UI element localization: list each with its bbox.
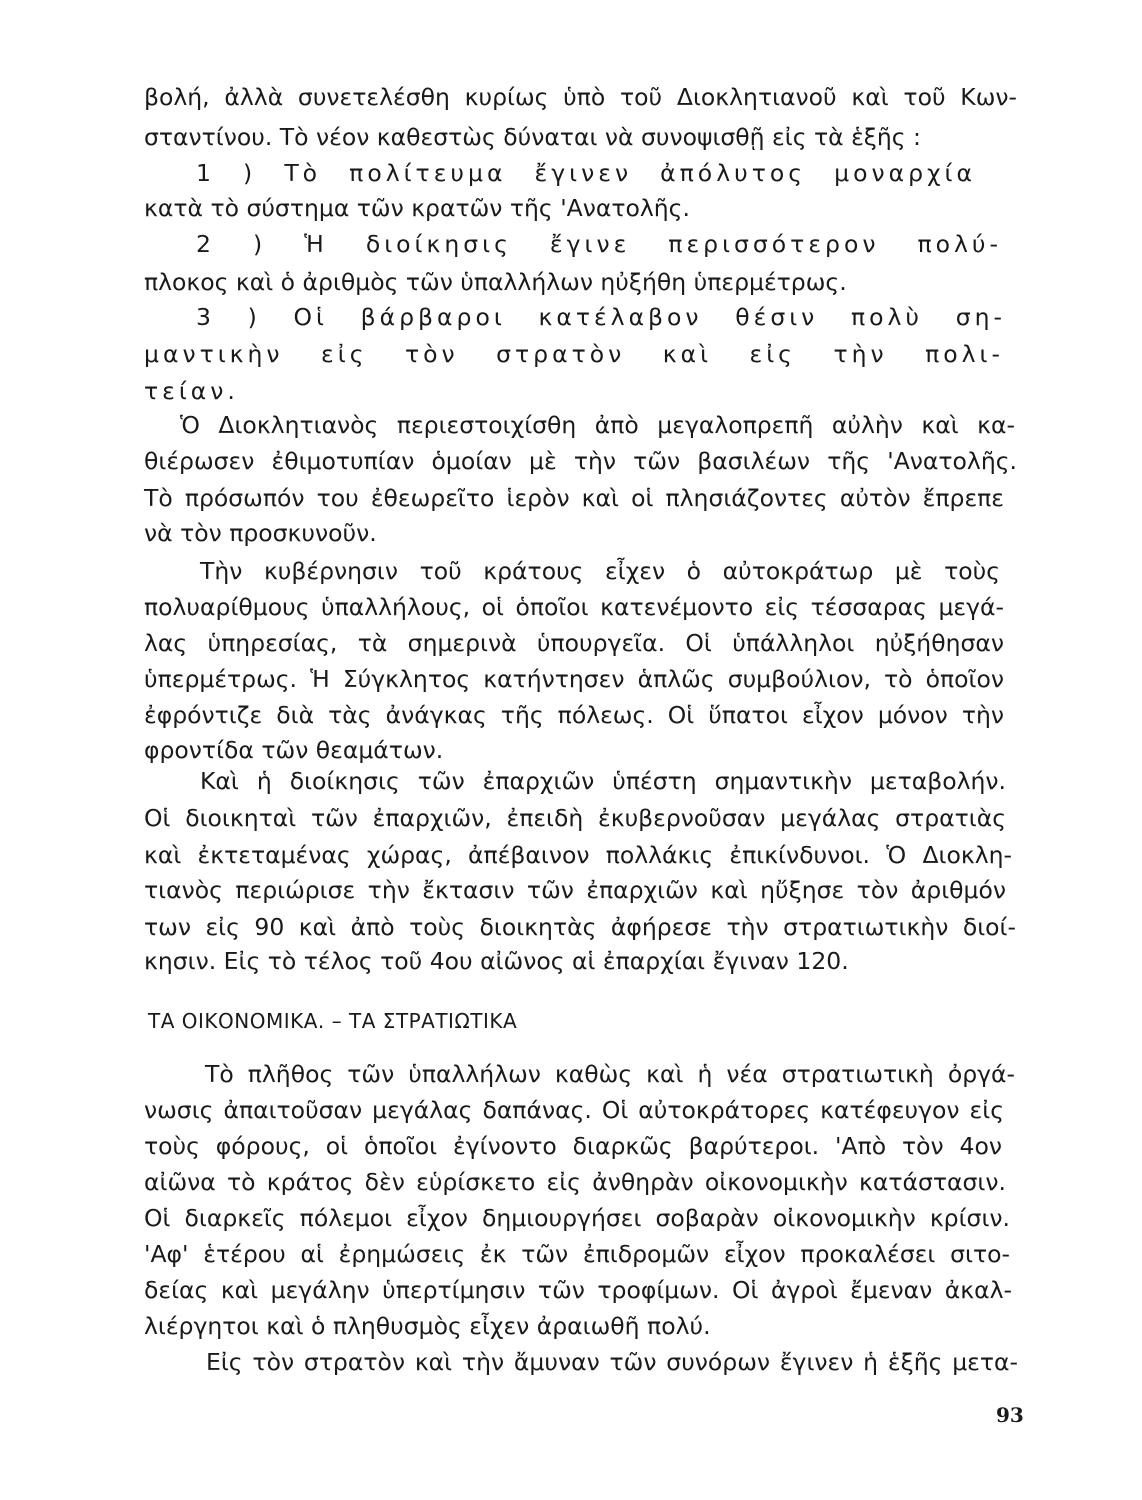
text-line: Εἰς τὸν στρατὸν καὶ τὴν ἄμυναν τῶν συνόρων ἔγινεν ἡ ἑξῆς μετα- <box>206 1348 1018 1376</box>
text-line: πλοκος καὶ ὁ ἀριθμὸς τῶν ὑπαλλήλων ηὐξήθη ὑπερμέτρως. <box>144 268 847 296</box>
text-line: τείαν. <box>144 377 239 405</box>
text-line: Καὶ ἡ διοίκησις τῶν ἐπαρχιῶν ὑπέστη σημαντικὴν μεταβολήν. <box>200 767 1006 795</box>
text-line: αἰῶνα τὸ κράτος δὲν εὑρίσκετο εἰς ἀνθηρὰν οἰκονομικὴν κατάστασιν. <box>144 1168 1006 1196</box>
text-line: 'Αφ' ἑτέρου αἱ ἐρημώσεις ἐκ τῶν ἐπιδρομῶν εἶχον προκαλέσει σιτο- <box>144 1240 1010 1268</box>
text-line: Οἱ διαρκεῖς πόλεμοι εἶχον δημιουργήσει σοβαρὰν οἰκονομικὴν κρίσιν. <box>144 1204 1010 1232</box>
text-line: 1 ) Τὸ πολίτευμα ἔγινεν ἀπόλυτος μοναρχία <box>196 159 976 187</box>
text-line: των εἰς 90 καὶ ἀπὸ τοὺς διοικητὰς ἀφήρεσε τὴν στρατιωτικὴν διοί- <box>144 913 1016 941</box>
text-line: μαντικὴν εἰς τὸν στρατὸν καὶ εἰς τὴν πολι- <box>144 340 1004 368</box>
text-line: Ὁ Διοκλητιανὸς περιεστοιχίσθη ἀπὸ μεγαλοπρεπῆ αὐλὴν καὶ κα- <box>180 411 1015 439</box>
text-line: 3 ) Οἱ βάρβαροι κατέλαβον θέσιν πολὺ ση- <box>196 303 1006 331</box>
text-line: νωσις ἀπαιτοῦσαν μεγάλας δαπάνας. Οἱ αὐτοκράτορες κατέφευγον εἰς <box>144 1096 1004 1124</box>
text-line: ἐφρόντιζε διὰ τὰς ἀνάγκας τῆς πόλεως. Οἱ ὕπατοι εἶχον μόνον τὴν <box>144 701 1004 729</box>
text-line: Τὸ πρόσωπόν του ἐθεωρεῖτο ἱερὸν καὶ οἱ πλησιάζοντες αὐτὸν ἔπρεπε <box>144 484 1004 512</box>
text-line: καὶ ἐκτεταμένας χώρας, ἀπέβαινον πολλάκις ἐπικίνδυνοι. Ὁ Διοκλη- <box>144 841 1012 869</box>
text-line: 2 ) Ἡ διοίκησις ἔγινε περισσότερον πολύ- <box>196 230 1002 258</box>
text-line: τοὺς φόρους, οἱ ὁποῖοι ἐγίνοντο διαρκῶς βαρύτεροι. 'Απὸ τὸν 4ον <box>144 1132 1002 1160</box>
text-line: βολή, ἀλλὰ συνετελέσθη κυρίως ὑπὸ τοῦ Διοκλητιανοῦ καὶ τοῦ Κων- <box>144 83 1017 111</box>
text-line: λας ὑπηρεσίας, τὰ σημερινὰ ὑπουργεῖα. Οἱ ὑπάλληλοι ηὐξήθησαν <box>144 629 1004 657</box>
text-line: Τὴν κυβέρνησιν τοῦ κράτους εἶχεν ὁ αὐτοκράτωρ μὲ τοὺς <box>200 557 1000 585</box>
text-line: ὑπερμέτρως. Ἡ Σύγκλητος κατήντησεν ἁπλῶς συμβούλιον, τὸ ὁποῖον <box>144 665 1004 693</box>
text-line: θιέρωσεν ἐθιμοτυπίαν ὁμοίαν μὲ τὴν τῶν βασιλέων τῆς 'Ανατολῆς. <box>144 447 1017 475</box>
text-line: κατὰ τὸ σύστημα τῶν κρατῶν τῆς 'Ανατολῆς. <box>144 194 690 222</box>
text-line: Οἱ διοικηταὶ τῶν ἐπαρχιῶν, ἐπειδὴ ἐκυβερνοῦσαν μεγάλας στρατιὰς <box>144 804 1006 832</box>
text-line: πολυαρίθμους ὑπαλλήλους, οἱ ὁποῖοι κατενέμοντο εἰς τέσσαρας μεγά- <box>144 593 1004 621</box>
text-line: Τὸ πλῆθος τῶν ὑπαλλήλων καθὼς καὶ ἡ νέα στρατιωτικὴ ὀργά- <box>205 1060 1015 1088</box>
text-line: κησιν. Εἰς τὸ τέλος τοῦ 4ου αἰῶνος αἱ ἐπαρχίαι ἔγιναν 120. <box>144 947 849 975</box>
section-heading: ΤΑ ΟΙΚΟΝΟΜΙΚΑ. – ΤΑ ΣΤΡΑΤΙΩΤΙΚΑ <box>148 1009 518 1033</box>
text-line: τιανὸς περιώρισε τὴν ἔκτασιν τῶν ἐπαρχιῶν καὶ ηὔξησε τὸν ἀριθμόν <box>144 876 1006 904</box>
text-line: νὰ τὸν προσκυνοῦν. <box>144 519 377 547</box>
text-line: λιέργητοι καὶ ὁ πληθυσμὸς εἶχεν ἀραιωθῆ πολύ. <box>144 1312 711 1340</box>
text-line: σταντίνου. Τὸ νέον καθεστὼς δύναται νὰ συνοψισθῇ εἰς τὰ ἑξῆς : <box>144 123 921 151</box>
text-line: δείας καὶ μεγάλην ὑπερτίμησιν τῶν τροφίμων. Οἱ ἀγροὶ ἔμεναν ἀκαλ- <box>144 1276 1012 1304</box>
page-number: 93 <box>996 1403 1024 1427</box>
text-line: φροντίδα τῶν θεαμάτων. <box>144 736 444 764</box>
